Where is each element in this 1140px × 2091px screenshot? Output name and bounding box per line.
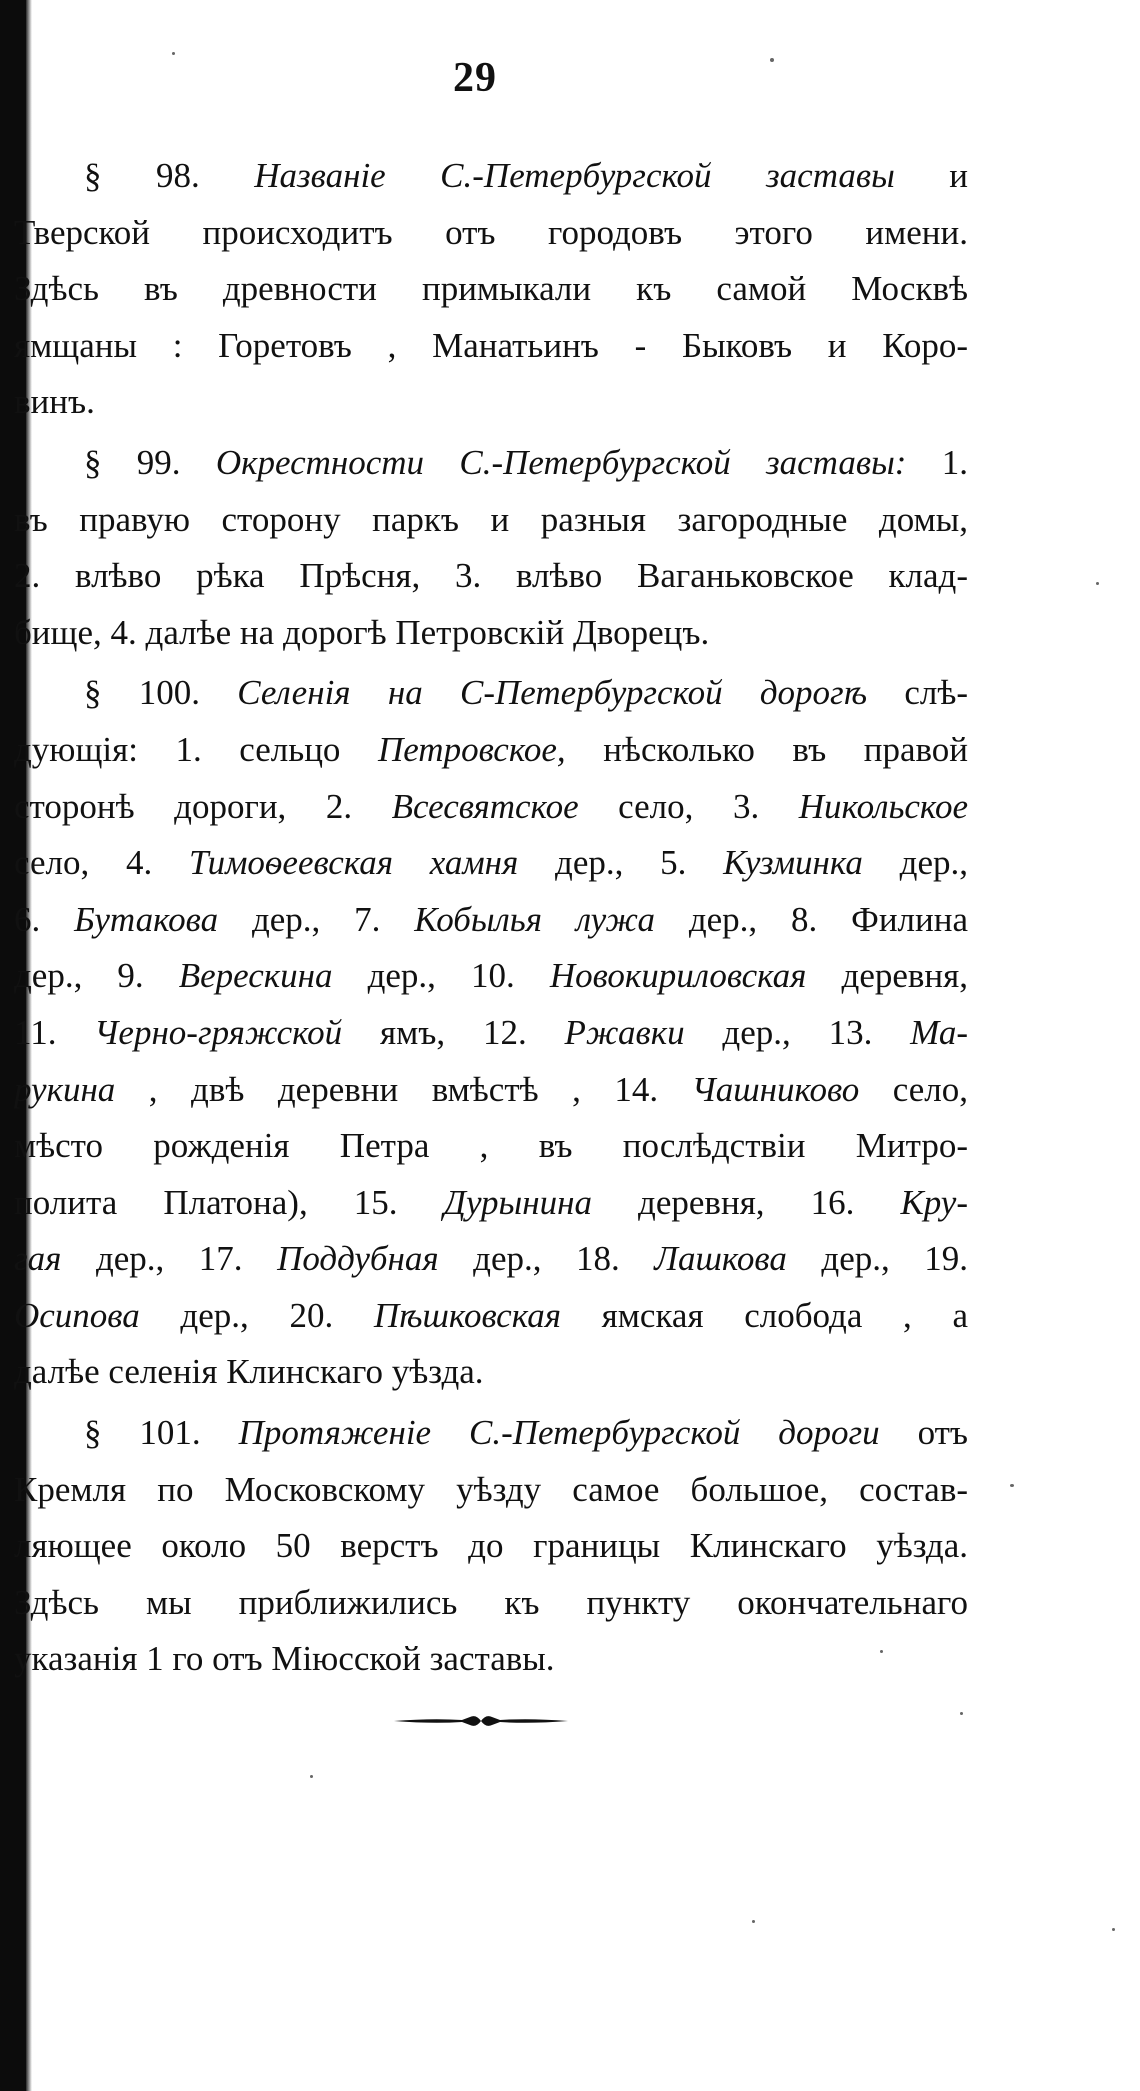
text-line: село, 4. Тимоѳеевская хамня дер., 5. Кузминка дер., (14, 843, 968, 883)
text-line: въ правую сторону паркъ и разныя загородные домы, (14, 499, 968, 539)
text-line: сторонѣ дороги, 2. Всесвятское село, 3. Никольское (14, 786, 968, 826)
text-line: 2. влѣво рѣка Прѣсня, 3. влѣво Ваганьковское клад- (14, 556, 968, 596)
text-line: ямщаны : Горетовъ , Манатьинъ - Быковъ и Коро- (14, 325, 968, 365)
text-line: Здѣсь мы приближились къ пункту окончательнаго (14, 1582, 968, 1622)
text-line: 6. Бутакова дер., 7. Кобылья лужа дер., 8. Филина (14, 899, 968, 939)
text-line: Кремля по Московскому уѣзду самое большое, состав- (14, 1469, 968, 1509)
page-number: 29 (453, 55, 497, 101)
text-line: полита Платона), 15. Дурынина деревня, 16. Кру- (14, 1182, 968, 1222)
ornament-divider (392, 1712, 570, 1730)
text-line: винъ. (14, 382, 95, 422)
text-line: указанія 1 го отъ Міюсской заставы. (14, 1639, 555, 1679)
text-line: 11. Черно-гряжской ямъ, 12. Ржавки дер., 13. Ма- (14, 1012, 968, 1052)
text-line: рукина , двѣ деревни вмѣстѣ , 14. Чашниково село, (14, 1069, 968, 1109)
text-line: бище, 4. далѣе на дорогѣ Петровскій Дворецъ. (14, 612, 710, 652)
page-body (14, 148, 968, 1688)
text-line: мѣсто рожденія Петра , въ послѣдствіи Митро- (14, 1126, 968, 1166)
text-line: гая дер., 17. Поддубная дер., 18. Лашкова дер., 19. (14, 1239, 968, 1279)
text-line: § 100. Селенія на С-Петербургской дорогѣ слѣ- (84, 673, 968, 713)
text-line: дер., 9. Верескина дер., 10. Новокириловская деревня, (14, 956, 968, 996)
text-line: § 99. Окрестности С.-Петербургской заставы: 1. (84, 442, 968, 482)
text-line: § 98. Названіе С.-Петербургской заставы и (84, 156, 968, 195)
text-line: далѣе селенія Клинскаго уѣзда. (14, 1352, 484, 1392)
text-line: ляющее около 50 верстъ до границы Клинскаго уѣзда. (14, 1526, 968, 1566)
text-line: дующія: 1. сельцо Петровское, нѣсколько въ правой (14, 729, 968, 769)
text-line: § 101. Протяженіе С.-Петербургской дороги отъ (84, 1413, 968, 1453)
text-line: Здѣсь въ древности примыкали къ самой Москвѣ (14, 269, 968, 309)
text-line: Тверской происходитъ отъ городовъ этого имени. (14, 212, 968, 252)
text-line: Осипова дер., 20. Пѣшковская ямская слобода , а (14, 1295, 968, 1335)
